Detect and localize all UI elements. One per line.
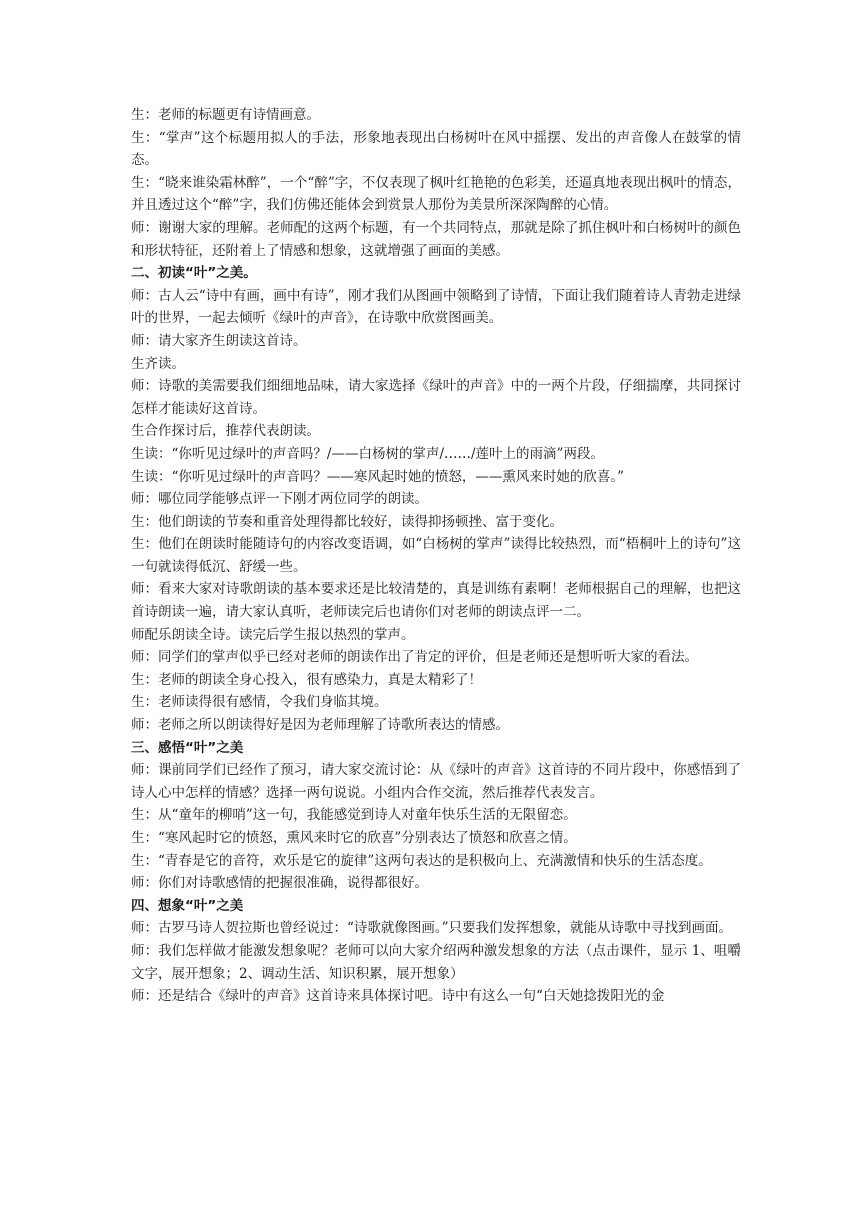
document-page [131, 104, 741, 1008]
paragraph: 生：“晓来谁染霜林醉”，一个“醉”字，不仅表现了枫叶红艳艳的色彩美，还逼真地表现出枫叶的情态，并且透过这个“醉”字，我们仿佛还能体会到赏景人那份为美景所深深陶醉的心情。 [131, 174, 741, 214]
paragraph: 师：古罗马诗人贺拉斯也曾经说过：“诗歌就像图画。”只要我们发挥想象，就能从诗歌中寻找到画面。 [131, 920, 733, 937]
paragraph: 生合作探讨后，推荐代表朗读。 [131, 423, 320, 440]
paragraph: 师：古人云“诗中有画，画中有诗”，刚才我们从图画中领略到了诗情，下面让我们随着诗人青勃走进绿叶的世界，一起去倾听《绿叶的声音》，在诗歌中欣赏图画美。 [131, 287, 741, 327]
paragraph: 师配乐朗读全诗。读完后学生报以热烈的掌声。 [131, 626, 415, 643]
paragraph: 师：看来大家对诗歌朗读的基本要求还是比较清楚的，真是训练有素啊！老师根据自己的理解，也把这首诗朗读一遍，请大家认真听，老师读完后也请你们对老师的朗读点评一二。 [131, 581, 741, 621]
section-heading: 二、初读“叶”之美。 [131, 265, 257, 282]
paragraph: 生齐读。 [131, 355, 185, 372]
paragraph: 生：他们在朗读时能随诗句的内容改变语调，如“白杨树的掌声”读得比较热烈，而“梧桐叶上的诗句”这一句就读得低沉、舒缓一些。 [131, 536, 741, 575]
paragraph: 师：同学们的掌声似乎已经对老师的朗读作出了肯定的评价，但是老师还是想听听大家的看法。 [131, 649, 698, 666]
paragraph: 师：哪位同学能够点评一下刚才两位同学的朗读。 [131, 491, 428, 508]
paragraph: 生：老师的标题更有诗情画意。 [131, 107, 320, 123]
section-heading: 四、想象“叶”之美 [131, 897, 244, 914]
paragraph: 生：从“童年的柳哨”这一句，我能感觉到诗人对童年快乐生活的无限留恋。 [131, 807, 577, 824]
paragraph: 师：诗歌的美需要我们细细地品味，请大家选择《绿叶的声音》中的一两个片段，仔细揣摩，共同探讨怎样才能读好这首诗。 [131, 378, 741, 417]
paragraph: 生：老师读得很有感情，令我们身临其境。 [131, 694, 388, 711]
paragraph: 师：我们怎样做才能激发想象呢？老师可以向大家介绍两种激发想象的方法（点击课件，显示 1、咀嚼文字，展开想象；2、调动生活、知识积累，展开想象） [131, 942, 741, 982]
paragraph: 生读：“你听见过绿叶的声音吗？——寒风起时她的愤怒，——熏风来时她的欣喜。” [131, 468, 625, 485]
paragraph: 师：你们对诗歌感情的把握很准确，说得都很好。 [131, 875, 428, 892]
paragraph: 生：“青春是它的音符，欢乐是它的旋律”这两句表达的是积极向上、充满激情和快乐的生活态度。 [131, 852, 712, 869]
paragraph: 生：他们朗读的节奏和重音处理得都比较好，读得抑扬顿挫、富于变化。 [131, 513, 563, 530]
paragraph: 师：请大家齐生朗读这首诗。 [131, 332, 307, 349]
paragraph: 师：老师之所以朗读得好是因为老师理解了诗歌所表达的情感。 [131, 717, 509, 734]
paragraph: 生：“寒风起时它的愤怒，熏风来时它的欣喜”分别表达了愤怒和欣喜之情。 [131, 830, 577, 846]
paragraph: 生：“掌声”这个标题用拟人的手法，形象地表现出白杨树叶在风中摇摆、发出的声音像人在鼓掌的情态。 [131, 129, 741, 169]
paragraph: 生：老师的朗读全身心投入，很有感染力，真是太精彩了！ [131, 671, 482, 688]
section-heading: 三、感悟“叶”之美 [131, 739, 244, 756]
paragraph: 生读：“你听见过绿叶的声音吗？/——白杨树的掌声/……/莲叶上的雨滴”两段。 [131, 445, 604, 462]
paragraph: 师：还是结合《绿叶的声音》这首诗来具体探讨吧。诗中有这么一句“白天她捻拨阳光的金 [131, 988, 665, 1005]
paragraph: 师：课前同学们已经作了预习，请大家交流讨论：从《绿叶的声音》这首诗的不同片段中，你感悟到了诗人心中怎样的情感？选择一两句说说。小组内合作交流，然后推荐代表发言。 [131, 762, 741, 801]
paragraph: 师：谢谢大家的理解。老师配的这两个标题，有一个共同特点，那就是除了抓住枫叶和白杨树叶的颜色和形状特征，还附着上了情感和想象，这就增强了画面的美感。 [131, 219, 741, 259]
